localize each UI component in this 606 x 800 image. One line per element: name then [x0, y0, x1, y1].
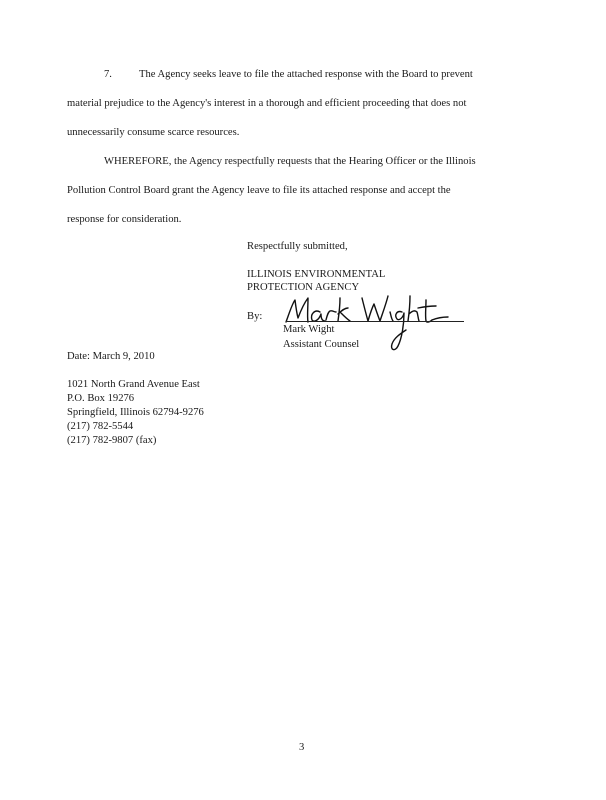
page-number: 3 [299, 742, 305, 753]
address-city: Springfield, Illinois 62794-9276 [67, 407, 204, 418]
respectfully-submitted: Respectfully submitted, [247, 241, 348, 252]
paragraph-7-line-3: unnecessarily consume scarce resources. [67, 127, 240, 138]
signature-line [287, 321, 464, 322]
address-po-box: P.O. Box 19276 [67, 393, 135, 404]
wherefore-line-1: WHEREFORE, the Agency respectfully requests that the Hearing Officer or the Illinois [104, 156, 476, 167]
agency-name-line-2: PROTECTION AGENCY [247, 282, 360, 293]
address-street: 1021 North Grand Avenue East [67, 379, 200, 390]
paragraph-number: 7. [104, 69, 112, 80]
paragraph-7-text-1: The Agency seeks leave to file the attached response with the Board to prevent [139, 69, 473, 80]
by-label: By: [247, 311, 263, 322]
paragraph-7-line-2: material prejudice to the Agency's interest in a thorough and efficient proceeding that does not [67, 98, 467, 109]
address-phone: (217) 782-5544 [67, 421, 134, 432]
document-date: Date: March 9, 2010 [67, 351, 155, 362]
paragraph-7-line-1 [104, 70, 524, 81]
signer-title: Assistant Counsel [283, 339, 360, 350]
agency-name-line-1: ILLINOIS ENVIRONMENTAL [247, 269, 386, 280]
signer-name: Mark Wight [283, 324, 335, 335]
address-fax: (217) 782-9807 (fax) [67, 435, 157, 446]
wherefore-line-3: response for consideration. [67, 214, 182, 225]
wherefore-line-2: Pollution Control Board grant the Agency leave to file its attached response and accept the [67, 185, 451, 196]
